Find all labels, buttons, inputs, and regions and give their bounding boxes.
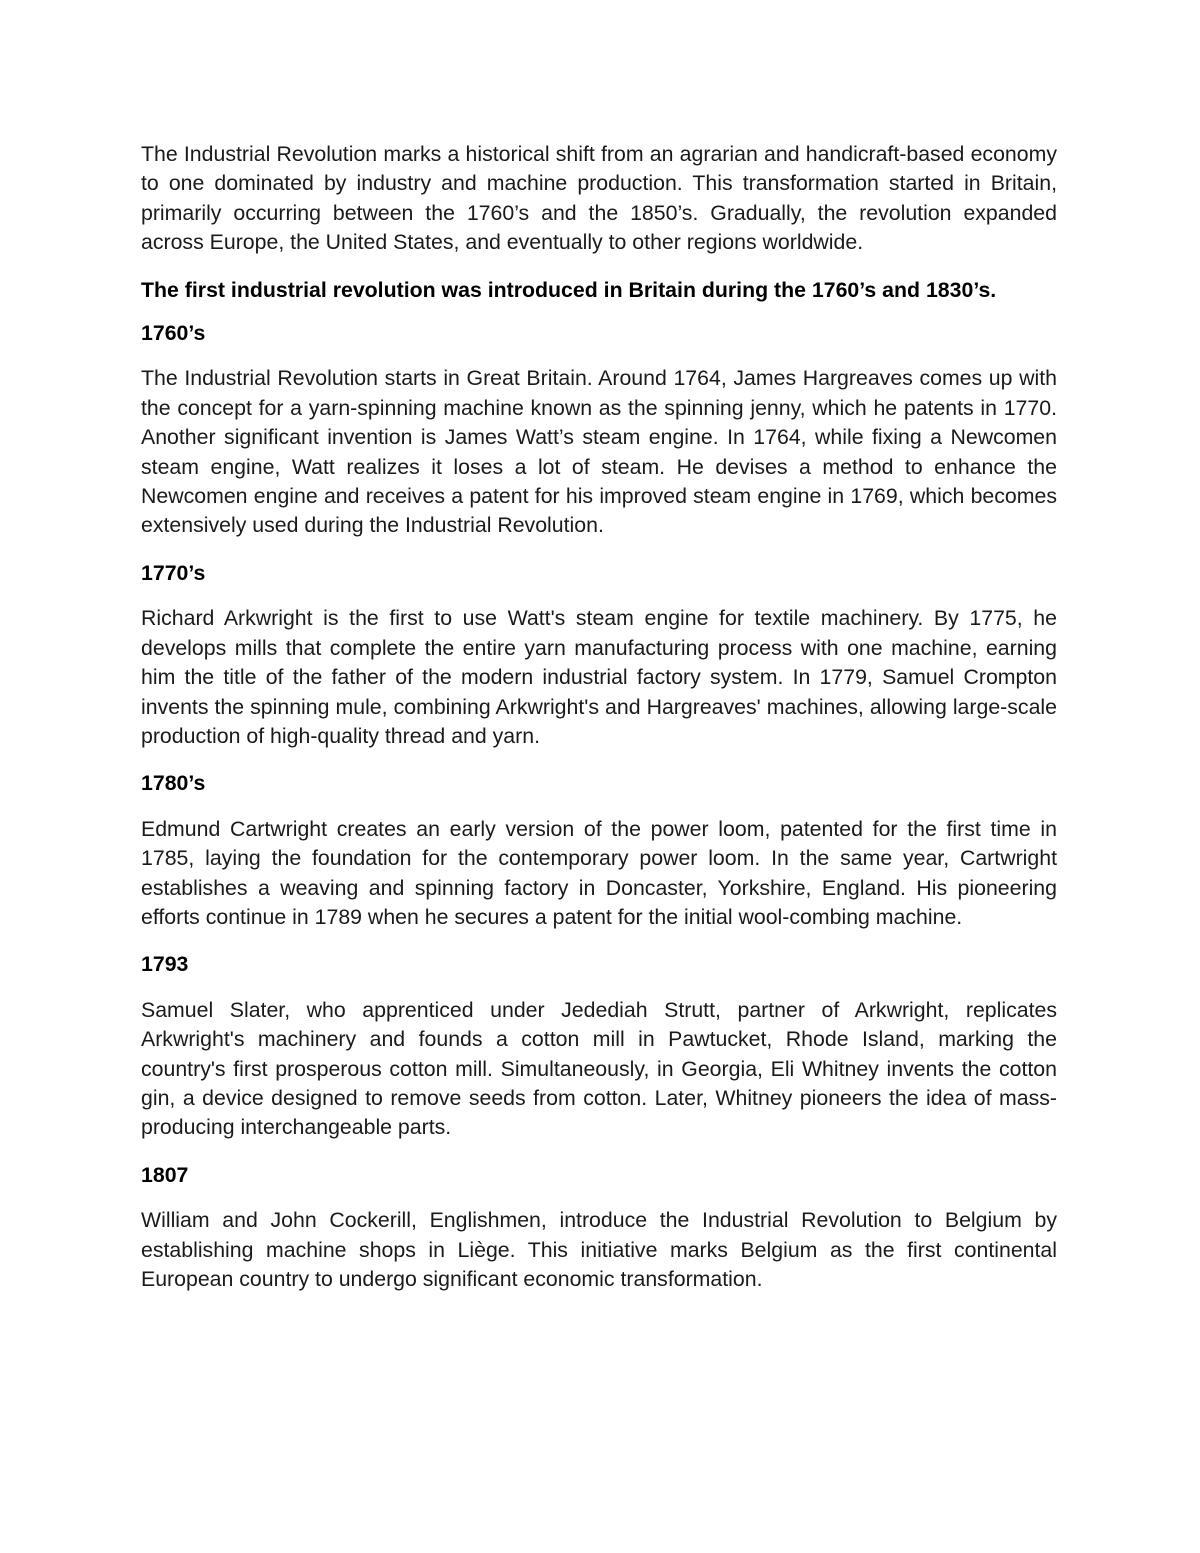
- section-1770s: [141, 559, 1057, 751]
- section-heading: 1770’s: [141, 560, 206, 585]
- document-page: [141, 140, 1057, 1312]
- section-body: The Industrial Revolution starts in Great Britain. Around 1764, James Hargreaves comes up with the concept for a yarn-spinning machine known as the spinning jenny, which he patents in 1770. Another significant invention is James Watt’s steam engine. In 1764, while fixing a Newcomen steam engine, Watt realizes it loses a lot of steam. He devises a method to enhance the Newcomen engine and receives a patent for his improved steam engine in 1769, which becomes extensively used during the Industrial Revolution.: [141, 366, 1057, 538]
- intro-paragraph: The Industrial Revolution marks a historical shift from an agrarian and handicraft-based economy to one dominated by industry and machine production. This transformation started in Britain, primarily occurring between the 1760’s and the 1850’s. Gradually, the revolution expanded across Europe, the United States, and eventually to other regions worldwide.: [141, 142, 1057, 255]
- section-heading: 1807: [141, 1162, 189, 1187]
- section-heading: 1760’s: [141, 321, 206, 346]
- section-body: Richard Arkwright is the first to use Watt's steam engine for textile machinery. By 1775, he develops mills that complete the entire yarn manufacturing process with one machine, earning him the title of the father of the modern industrial factory system. In 1779, Samuel Crompton invents the spinning mule, combining Arkwright's and Hargreaves' machines, allowing large-scale production of high-quality thread and yarn.: [141, 606, 1057, 748]
- section-body: Edmund Cartwright creates an early version of the power loom, patented for the first time in 1785, laying the foundation for the contemporary power loom. In the same year, Cartwright establishes a weaving and spinning factory in Doncaster, Yorkshire, England. His pioneering efforts continue in 1789 when he secures a patent for the initial wool-combing machine.: [141, 816, 1057, 929]
- section-1793: [141, 950, 1057, 1142]
- lead-statement: The first industrial revolution was introduced in Britain during the 1760’s and 1830’s.: [141, 277, 997, 302]
- section-1760s: [141, 319, 1057, 541]
- section-1807: [141, 1161, 1057, 1295]
- section-body: William and John Cockerill, Englishmen, introduce the Industrial Revolution to Belgium by establishing machine shops in Liège. This initiative marks Belgium as the first continental European country to undergo significant economic transformation.: [141, 1208, 1057, 1291]
- section-heading: 1793: [141, 952, 189, 977]
- section-body: Samuel Slater, who apprenticed under Jedediah Strutt, partner of Arkwright, replicates Arkwright's machinery and founds a cotton mill in Pawtucket, Rhode Island, marking the country's first prosperous cotton mill. Simultaneously, in Georgia, Eli Whitney invents the cotton gin, a device designed to remove seeds from cotton. Later, Whitney pioneers the idea of mass-producing interchangeable parts.: [141, 997, 1057, 1140]
- section-1780s: [141, 769, 1057, 932]
- section-heading: 1780’s: [141, 771, 206, 796]
